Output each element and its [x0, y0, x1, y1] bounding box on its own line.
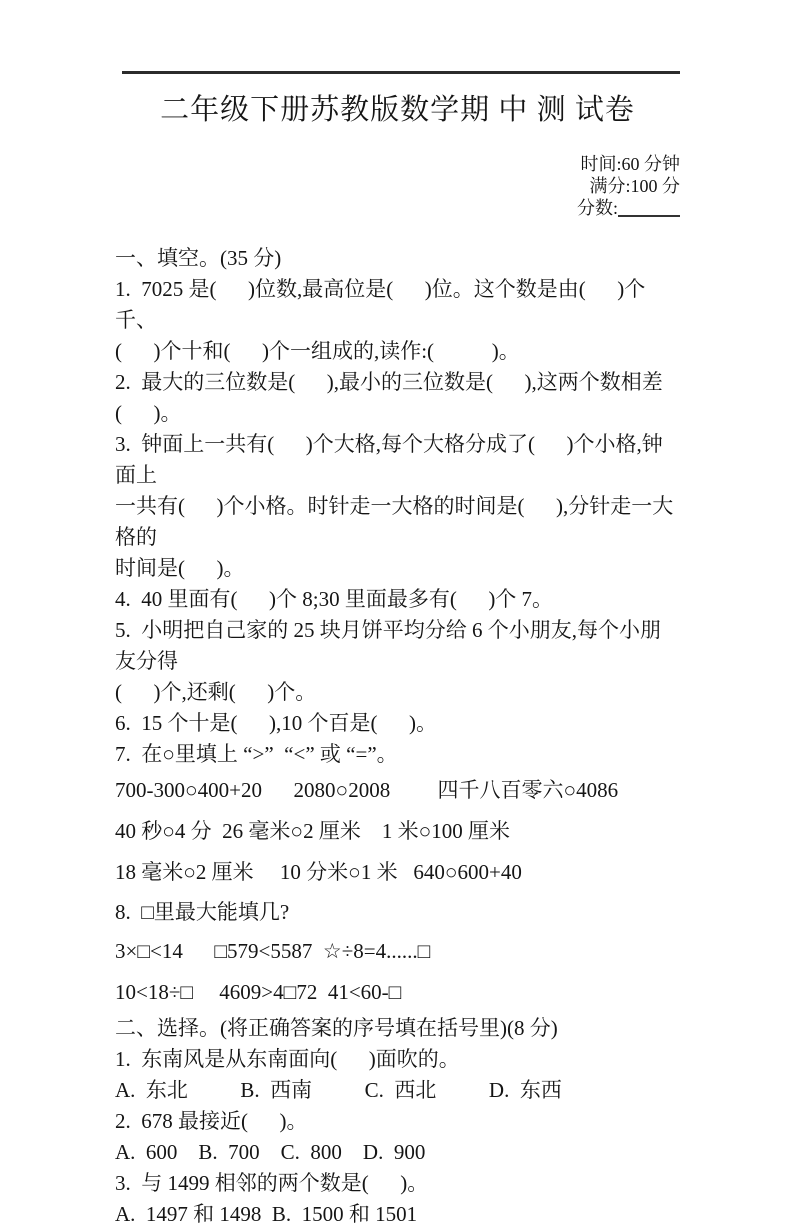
fill-q8-box-row-2: 10<18÷□ 4609>4□72 41<60-□ [115, 980, 402, 1004]
fill-q2-line-1: 2. 最大的三位数是( ),最小的三位数是( ),这两个数相差 [115, 370, 663, 394]
score-blank-underline [618, 215, 680, 217]
fill-q5-line-2: ( )个,还剩( )个。 [115, 680, 317, 704]
fill-q4-line-1: 4. 40 里面有( )个 8;30 里面最多有( )个 7。 [115, 587, 554, 611]
choice-q3-prompt: 3. 与 1499 相邻的两个数是( )。 [115, 1171, 429, 1195]
full-score-label: 满分:100 分 [589, 176, 680, 196]
score-label: 分数: [576, 198, 618, 218]
fill-q1-line-2: ( )个十和( )个一组成的,读作:( )。 [115, 339, 520, 363]
fill-q7-prompt: 7. 在○里填上 “>” “<” 或 “=”。 [115, 742, 398, 766]
choice-q3-options: A. 1497 和 1498 B. 1500 和 1501 [115, 1202, 418, 1226]
fill-q3-line-2: 一共有( )个小格。时针走一大格的时间是( ),分针走一大格的 [115, 494, 674, 549]
fill-q2-line-2: ( )。 [115, 401, 182, 425]
section-fill-in-heading: 一、填空。(35 分) [115, 246, 282, 270]
fill-q5-line-1: 5. 小明把自己家的 25 块月饼平均分给 6 个小朋友,每个小朋友分得 [115, 618, 661, 673]
header-divider-line [122, 71, 680, 74]
choice-q1-prompt: 1. 东南风是从东南面向( )面吹的。 [115, 1047, 460, 1071]
fill-q7-compare-row-2: 40 秒○4 分 26 毫米○2 厘米 1 米○100 厘米 [115, 819, 511, 843]
choice-q1-options: A. 东北 B. 西南 C. 西北 D. 东西 [115, 1078, 562, 1102]
fill-q6-line-1: 6. 15 个十是( ),10 个百是( )。 [115, 711, 437, 735]
fill-q3-line-1: 3. 钟面上一共有( )个大格,每个大格分成了( )个小格,钟面上 [115, 432, 663, 487]
test-paper-page [0, 71, 793, 1230]
fill-q8-box-row-1: 3×□<14 □579<5587 ☆÷8=4......□ [115, 939, 431, 963]
time-limit-label: 时间:60 分钟 [580, 154, 680, 174]
fill-q7-compare-row-1: 700-300○400+20 2080○2008 四千八百零六○4086 [115, 778, 619, 802]
section-choice-heading: 二、选择。(将正确答案的序号填在括号里)(8 分) [115, 1016, 558, 1040]
paper-title: 二年级下册苏教版数学期 中 测 试卷 [160, 94, 635, 126]
fill-q1-line-1: 1. 7025 是( )位数,最高位是( )位。这个数是由( )个千、 [115, 277, 646, 332]
paper-meta-line [115, 131, 680, 241]
choice-q2-options: A. 600 B. 700 C. 800 D. 900 [115, 1140, 426, 1164]
choice-q2-prompt: 2. 678 最接近( )。 [115, 1109, 308, 1133]
paper-body [115, 243, 680, 1230]
fill-q3-line-3: 时间是( )。 [115, 556, 245, 580]
fill-q7-compare-row-3: 18 毫米○2 厘米 10 分米○1 米 640○600+40 [115, 860, 522, 884]
fill-q8-prompt: 8. □里最大能填几? [115, 900, 290, 924]
